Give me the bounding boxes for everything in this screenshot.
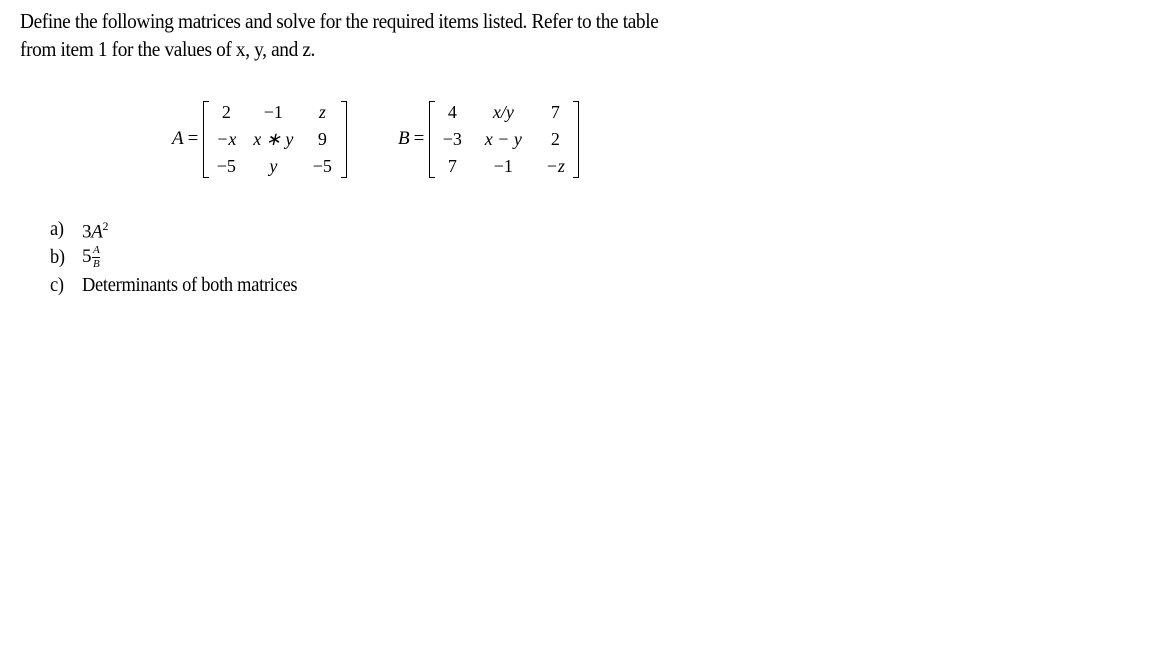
matrix-b-cell-3-2: −1 <box>493 155 513 176</box>
item-a-expression <box>82 212 108 246</box>
list-item-a <box>50 215 316 243</box>
matrix-a-cell-2-1: −x <box>216 128 237 149</box>
item-b-fraction <box>92 245 100 270</box>
matrix-a-right-bracket <box>341 101 347 178</box>
item-b-label: b) <box>50 246 65 268</box>
matrix-b-cell-3-1: 7 <box>447 155 457 176</box>
matrix-a-left-bracket <box>203 101 209 178</box>
list-item-c <box>50 271 316 299</box>
matrix-b-cell-1-3: 7 <box>550 101 560 122</box>
instructions-line-2: from item 1 for the values of x, y, and z. <box>20 37 316 61</box>
matrix-b-cell-2-2: x − y <box>484 128 522 149</box>
matrix-a-cell-3-2: y <box>269 155 278 176</box>
required-items-list <box>50 215 316 299</box>
matrix-b-left-bracket <box>429 101 435 178</box>
matrix-a-definition <box>172 93 347 185</box>
matrix-b-name: B <box>398 128 410 149</box>
matrix-b-cell-1-1: 4 <box>447 101 457 122</box>
matrix-b-equals: = <box>413 128 425 149</box>
instructions-paragraph <box>20 7 719 63</box>
matrix-b-definition <box>398 93 579 185</box>
item-b-numerator: A <box>92 244 100 257</box>
list-item-b <box>50 243 316 271</box>
item-a-label: a) <box>50 218 64 240</box>
matrix-b-cell-2-1: −3 <box>442 128 462 149</box>
matrix-b-cell-3-3: −z <box>545 155 565 176</box>
item-b-expression <box>82 243 100 271</box>
item-a-base: A <box>91 221 103 243</box>
matrix-a-cell-1-3: z <box>318 101 326 122</box>
matrix-a-cell-1-1: 2 <box>221 101 231 122</box>
item-b-denominator: B <box>92 258 100 271</box>
item-a-exponent: 2 <box>102 218 109 233</box>
matrix-a-cell-2-2: x ∗ y <box>253 128 294 149</box>
matrix-b-cell-1-2: x/y <box>492 101 514 122</box>
item-b-coefficient: 5 <box>82 246 92 267</box>
matrix-a-cell-3-1: −5 <box>216 155 236 176</box>
matrix-a-equals: = <box>187 128 199 149</box>
matrix-a-cell-3-3: −5 <box>312 155 332 176</box>
matrix-a-name: A <box>172 128 184 149</box>
matrix-a <box>203 99 347 180</box>
matrix-a-cell-2-3: 9 <box>317 128 327 149</box>
matrix-a-cell-1-2: −1 <box>263 101 283 122</box>
instructions-line-1: Define the following matrices and solve for the required items listed. Refer to the table <box>20 9 659 33</box>
item-a-coefficient: 3 <box>82 221 92 243</box>
item-c-label: c) <box>50 274 64 296</box>
matrix-b <box>429 99 579 180</box>
matrix-b-right-bracket <box>573 101 579 178</box>
matrix-b-cell-2-3: 2 <box>550 128 560 149</box>
item-c-text: Determinants of both matrices <box>82 274 298 296</box>
